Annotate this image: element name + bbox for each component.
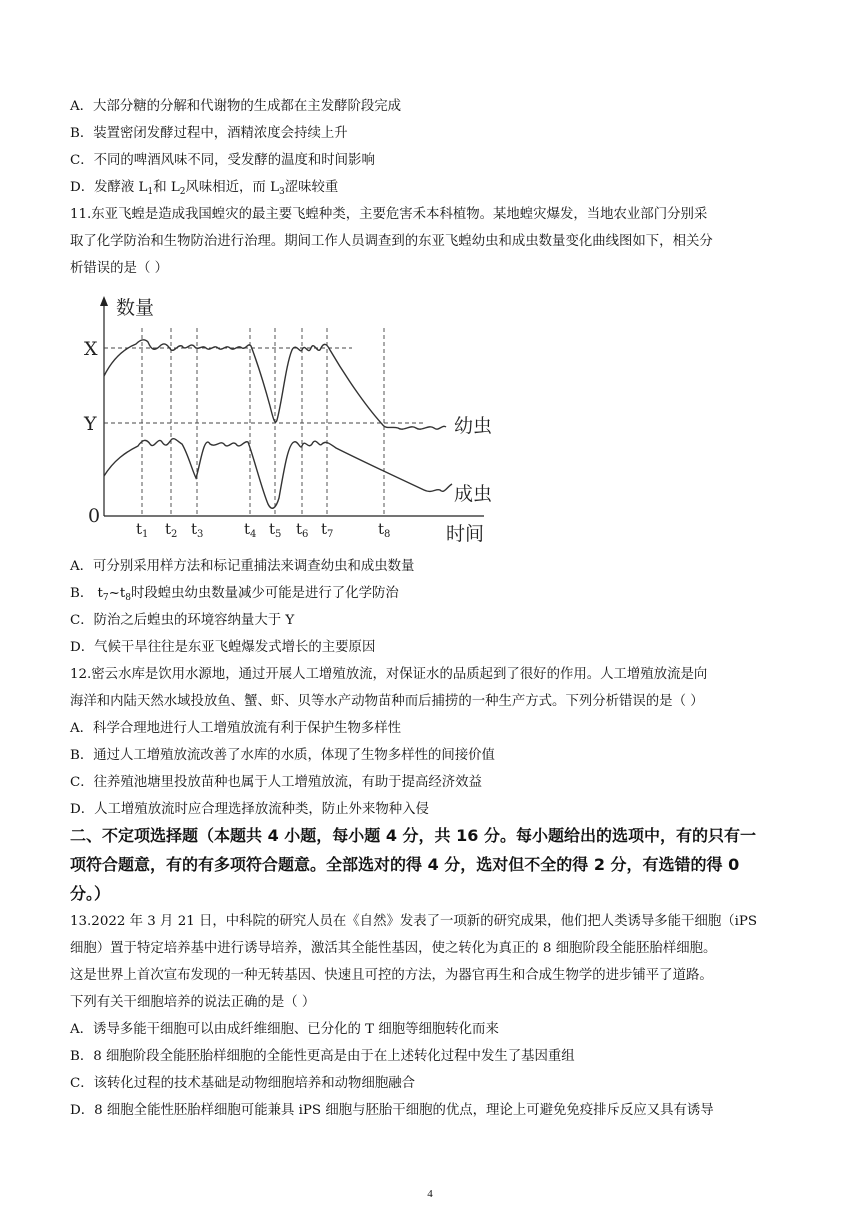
x-tick-t5: $t_5$ bbox=[269, 520, 282, 540]
x-tick-labels bbox=[136, 520, 390, 540]
q13-option-b: B．8 细胞阶段全能胚胎样细胞的全能性更高是由于在上述转化过程中发生了基因重组 bbox=[70, 1049, 575, 1064]
q10-option-c: C．不同的啤酒风味不同，受发酵的温度和时间影响 bbox=[70, 153, 375, 168]
q12-stem-line-2: 海洋和内陆天然水域投放鱼、蟹、虾、贝等水产动物苗种而后捕捞的一种生产方式。下列分析错误的是（ ） bbox=[70, 694, 704, 709]
q12-option-b: B．通过人工增殖放流改善了水库的水质，体现了生物多样性的间接价值 bbox=[70, 748, 495, 763]
x-tick-t7: $t_7$ bbox=[321, 520, 334, 540]
q13-stem-line-4: 下列有关干细胞培养的说法正确的是（ ） bbox=[70, 995, 316, 1010]
q13-stem-line-1: 13.2022 年 3 月 21 日，中科院的研究人员在《自然》发表了一项新的研究成果，他们把人类诱导多能干细胞（iPS bbox=[70, 914, 758, 929]
q10-option-d: D．发酵液 $L_1$和 $L_2$风味相近，而 $L_3$涩味较重 bbox=[70, 180, 339, 197]
x-axis-label: 时间 bbox=[446, 523, 485, 545]
section2-heading-line-2: 项符合题意，有的有多项符合题意。全部选对的得 4 分，选对但不全的得 2 分，有选错的得 0 bbox=[70, 855, 740, 874]
q11-stem-line-3: 析错误的是（ ） bbox=[70, 261, 168, 276]
page-number: 4 bbox=[427, 1188, 433, 1200]
q12-option-d: D．人工增殖放流时应合理选择放流种类，防止外来物种入侵 bbox=[70, 802, 429, 817]
q10-option-b: B．装置密闭发酵过程中，酒精浓度会持续上升 bbox=[70, 126, 348, 141]
legend-adult: 成虫 bbox=[454, 483, 493, 505]
q12-option-c: C．往养殖池塘里投放苗种也属于人工增殖放流，有助于提高经济效益 bbox=[70, 775, 482, 790]
q13-option-c: C．该转化过程的技术基础是动物细胞培养和动物细胞融合 bbox=[70, 1076, 416, 1091]
x-tick-t8: $t_8$ bbox=[378, 520, 391, 540]
q11-option-a: A．可分别采用样方法和标记重捕法来调查幼虫和成虫数量 bbox=[70, 559, 415, 574]
q11-stem-line-2: 取了化学防治和生物防治进行治理。期间工作人员调查到的东亚飞蝗幼虫和成虫数量变化曲线图如下，相关分 bbox=[70, 234, 713, 249]
population-chart bbox=[74, 294, 504, 546]
q13-option-a: A．诱导多能干细胞可以由成纤维细胞、已分化的 T 细胞等细胞转化而来 bbox=[70, 1022, 499, 1037]
x-tick-t2: $t_2$ bbox=[165, 520, 178, 540]
section2-heading-line-3: 分。） bbox=[70, 884, 111, 903]
x-tick-t6: $t_6$ bbox=[296, 520, 309, 540]
legend-larva: 幼虫 bbox=[454, 415, 493, 437]
y-tick-0: 0 bbox=[88, 505, 101, 527]
q13-option-d: D．8 细胞全能性胚胎样细胞可能兼具 iPS 细胞与胚胎干细胞的优点，理论上可避免免疫排斥反应又具有诱导 bbox=[70, 1103, 714, 1118]
y-tick-x: X bbox=[84, 338, 98, 360]
q11-stem-line-1: 11.东亚飞蝗是造成我国蝗灾的最主要飞蝗种类，主要危害禾本科植物。某地蝗灾爆发，当地农业部门分别采 bbox=[70, 207, 708, 222]
section2-heading-line-1: 二、不定项选择题（本题共 4 小题，每小题 4 分，共 16 分。每小题给出的选项中，有的只有一 bbox=[70, 826, 756, 845]
y-tick-y: Y bbox=[84, 413, 97, 435]
q11-option-c: C．防治之后蝗虫的环境容纳量大于 Y bbox=[70, 613, 295, 628]
q12-option-a: A．科学合理地进行人工增殖放流有利于保护生物多样性 bbox=[70, 721, 402, 736]
q11-option-b: B． $t_7\sim t_8$时段蝗虫幼虫数量减少可能是进行了化学防治 bbox=[70, 586, 399, 603]
x-tick-t4: $t_4$ bbox=[244, 520, 257, 540]
x-tick-t1: $t_1$ bbox=[136, 520, 149, 540]
q13-stem-line-2: 细胞）置于特定培养基中进行诱导培养，激活其全能性基因，使之转化为真正的 8 细胞阶段全能胚胎样细胞。 bbox=[70, 941, 717, 956]
q12-stem-line-1: 12.密云水库是饮用水源地，通过开展人工增殖放流，对保证水的品质起到了很好的作用。人工增殖放流是向 bbox=[70, 667, 708, 682]
q11-option-d: D．气候干旱往往是东亚飞蝗爆发式增长的主要原因 bbox=[70, 640, 376, 655]
q13-stem-line-3: 这是世界上首次宣布发现的一种无转基因、快速且可控的方法，为器官再生和合成生物学的进步铺平了道路。 bbox=[70, 968, 713, 983]
q10-option-a: A．大部分糖的分解和代谢物的生成都在主发酵阶段完成 bbox=[70, 99, 402, 114]
adult-curve bbox=[104, 439, 452, 509]
y-axis-arrow bbox=[100, 296, 108, 306]
x-tick-t3: $t_3$ bbox=[191, 520, 204, 540]
y-axis-label: 数量 bbox=[116, 297, 155, 319]
